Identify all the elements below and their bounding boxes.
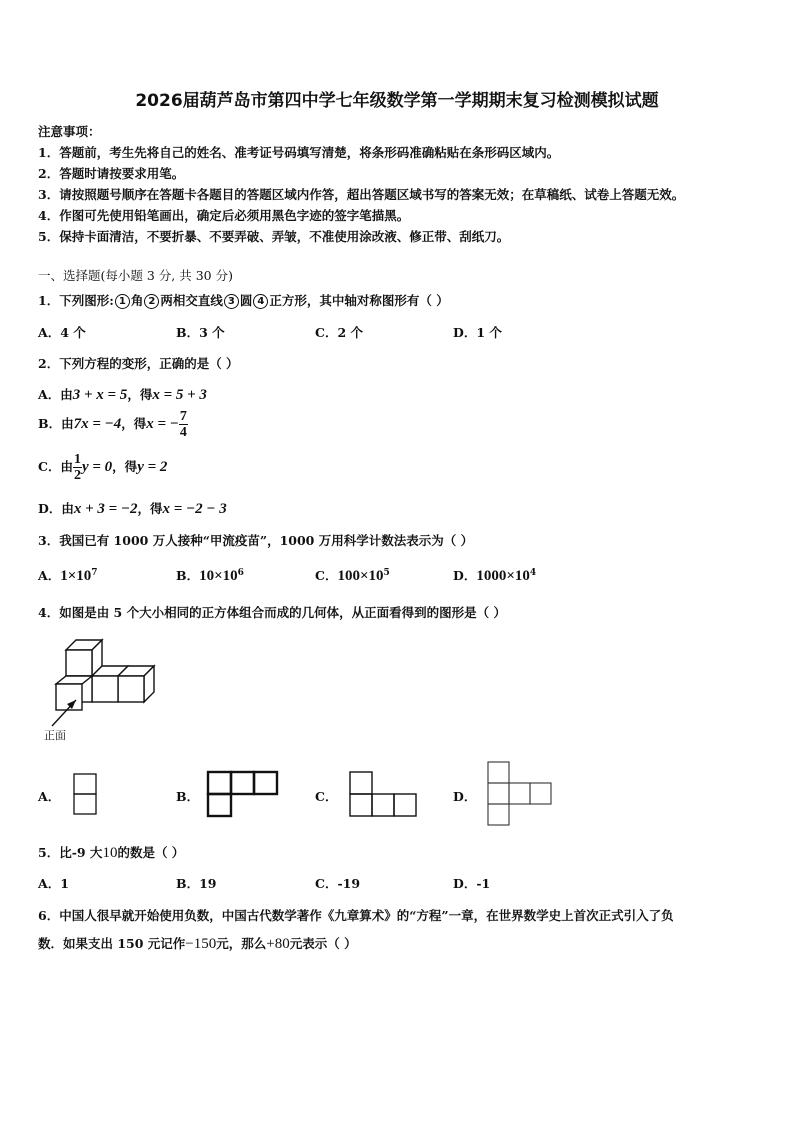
q3b-base: 10×10 (199, 568, 238, 584)
q3-option-a (38, 566, 98, 585)
q3d-base: 1000×10 (476, 568, 530, 584)
question-1-stem (38, 291, 449, 309)
q3d-exponent: 4 (529, 567, 537, 578)
q2b-eq1: 7x = −4 (73, 416, 122, 432)
q5-option-c: C．-19 (315, 876, 361, 891)
notice-item-1: 1．答题前，考生先将自己的姓名、准考证号码填写清楚，将条形码准确粘贴在条形码区域内。 (38, 145, 560, 160)
notice-item-4: 4．作图可先使用铅笔画出，确定后必须用黑色字迹的签字笔描黑。 (38, 208, 410, 223)
question-5-stem (38, 843, 184, 862)
notice-item-3: 3．请按照题号顺序在答题卡各题目的答题区域内作答，超出答题区域书写的答案无效；在草稿纸、试卷上答题无效。 (38, 187, 685, 202)
q2d-mid: ，得 (137, 501, 163, 516)
q5-stem-b: 的数是（ ） (117, 845, 185, 860)
q3a-base: 1×10 (60, 568, 92, 584)
question-2-stem: 2．下列方程的变形，正确的是（ ） (38, 356, 239, 371)
q6-line2-c: 元表示（ ） (289, 936, 357, 951)
q2a-eq1: 3 + x = 5 (72, 387, 128, 403)
q4-option-a-figure (73, 773, 97, 817)
q1-option-d: D．1 个 (453, 325, 502, 340)
q2c-fraction (73, 452, 82, 483)
q4-option-b-figure (206, 770, 280, 820)
circled-number-4: 4 (253, 294, 268, 309)
q3a-exponent: 7 (91, 567, 98, 578)
q4-option-a-label: A． (38, 789, 61, 804)
q2c-denominator: 2 (73, 468, 81, 483)
notice-item-5: 5．保持卡面清洁，不要折暴、不要弄破、弄皱，不准使用涂改液、修正带、刮纸刀。 (38, 229, 510, 244)
question-6-line-2 (38, 934, 357, 953)
q1-option-c: C．2 个 (315, 325, 363, 340)
q3c-label: C． (315, 568, 338, 583)
q2b-eq2: x = − (146, 416, 179, 432)
q4-option-c-label: C． (315, 789, 338, 804)
q1-item-2: 两相交直线 (160, 293, 223, 308)
q1-item-1: 角 (130, 293, 144, 308)
q3c-exponent: 5 (383, 567, 390, 578)
question-3-stem: 3．我国已有 1000 万人接种“甲流疫苗”，1000 万用科学计数法表示为（ ） (38, 533, 474, 548)
q2a-label: A．由 (38, 387, 73, 402)
q1-item-3: 圆 (239, 293, 253, 308)
q1-prefix: 1．下列图形: (38, 293, 114, 308)
circled-number-3: 3 (224, 294, 239, 309)
q5-stem-a: 5．比-9 大 (38, 845, 103, 860)
q2c-eq2: y = 2 (137, 459, 168, 475)
q2-option-d (38, 499, 227, 518)
q2a-mid: ，得 (127, 387, 153, 402)
q3a-label: A． (38, 568, 61, 583)
page-title: 2026届葫芦岛市第四中学七年级数学第一学期期末复习检测模拟试题 (135, 91, 659, 111)
notice-item-2: 2．答题时请按要求用笔。 (38, 166, 185, 181)
q6-line2-a: 数．如果支出 150 元记作 (38, 936, 186, 951)
section-heading: 一、选择题(每小题 3 分, 共 30 分) (38, 268, 233, 283)
q4-option-c-figure (349, 771, 419, 821)
q2c-numerator: 1 (73, 452, 81, 467)
q2-option-b (38, 409, 188, 440)
q2-option-a (38, 385, 207, 404)
q3-option-d (453, 566, 536, 585)
q5-number: 10 (102, 845, 118, 861)
q5-option-a: A．1 (38, 876, 69, 891)
question-6-line-1: 6．中国人很早就开始使用负数，中国古代数学著作《九章算术》的“方程”一章，在世界数学史上首次正式引入了负 (38, 908, 674, 923)
q6-line2-b: 元，那么 (216, 936, 267, 951)
q1-option-a: A．4 个 (38, 325, 86, 340)
q2b-numerator: 7 (179, 409, 187, 424)
q3b-exponent: 6 (237, 567, 244, 578)
q3-option-b (176, 566, 244, 585)
q2c-mid: ，得 (112, 459, 138, 474)
q2c-eq1: y = 0 (81, 459, 113, 475)
q2b-denominator: 4 (179, 425, 187, 440)
notice-heading: 注意事项： (38, 124, 101, 139)
q6-value-2: +80 (266, 936, 290, 952)
q2d-eq1: x + 3 = −2 (73, 501, 138, 517)
q5-option-b: B．19 (176, 876, 217, 891)
question-4-stem: 4．如图是由 5 个大小相同的正方体组合而成的几何体，从正面看得到的图形是（ ） (38, 605, 506, 620)
q1-option-b: B．3 个 (176, 325, 225, 340)
q2c-label: C．由 (38, 459, 73, 474)
q1-item-4: 正方形，其中轴对称图形有（ ） (269, 293, 449, 308)
q3b-label: B． (176, 568, 200, 583)
q2a-eq2: x = 5 + 3 (152, 387, 207, 403)
front-view-label: 正面 (44, 729, 66, 742)
q6-value-1: −150 (185, 936, 217, 952)
q3d-label: D． (453, 568, 477, 583)
circled-number-1: 1 (115, 294, 130, 309)
q2b-mid: ，得 (121, 416, 147, 431)
q5-option-d: D．-1 (453, 876, 491, 891)
q4-option-d-label: D． (453, 789, 477, 804)
q2d-eq2: x = −2 − 3 (162, 501, 227, 517)
q2d-label: D．由 (38, 501, 74, 516)
q2-option-c (38, 452, 167, 483)
circled-number-2: 2 (144, 294, 159, 309)
q2b-fraction (179, 409, 188, 440)
q2b-label: B．由 (38, 416, 74, 431)
q3-option-c (315, 566, 390, 585)
q3c-base: 100×10 (337, 568, 384, 584)
q4-option-b-label: B． (176, 789, 200, 804)
q4-option-d-figure (487, 761, 557, 831)
